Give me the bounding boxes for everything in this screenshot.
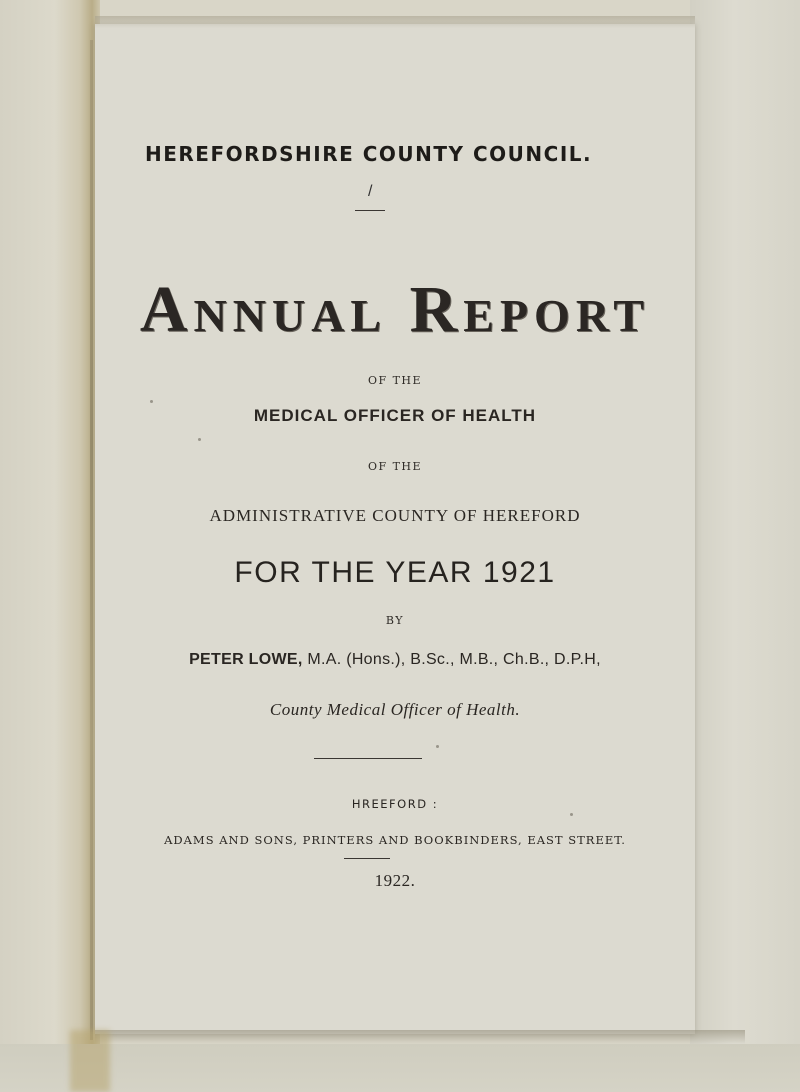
council-heading: HEREFORDSHIRE COUNTY COUNCIL.: [145, 142, 593, 166]
bottom-strip: [0, 1044, 800, 1092]
of-the-text-1: OF THE: [367, 374, 423, 387]
spine-stain: [70, 1030, 110, 1092]
imprint-year: 1922.: [374, 871, 416, 890]
author-line: [95, 651, 695, 669]
county-title: ADMINISTRATIVE COUNTY OF HEREFORD: [209, 506, 581, 525]
author-degrees: M.A. (Hons.), B.Sc., M.B., Ch.B., D.P.H,: [307, 651, 601, 668]
paper-speck: [436, 745, 439, 748]
author-role: County Medical Officer of Health.: [269, 700, 521, 719]
year-heading: FOR THE YEAR 1921: [234, 556, 556, 589]
top-shadow: [95, 16, 695, 28]
bottom-shadow: [95, 1030, 745, 1044]
spine-line: [90, 40, 93, 1040]
annual-report-title: Annual Report: [139, 273, 651, 346]
paper-speck: [198, 438, 201, 441]
rule-top: [355, 210, 385, 211]
author-name: PETER LOWE,: [189, 651, 303, 668]
rule-middle: [314, 758, 422, 759]
pen-mark: /: [368, 183, 373, 200]
imprint-printer: ADAMS AND SONS, PRINTERS AND BOOKBINDERS, EAST STREET.: [164, 833, 626, 847]
of-the-text-2: OF THE: [367, 460, 423, 473]
paper-speck: [150, 400, 153, 403]
by-text: BY: [385, 614, 405, 627]
rule-bottom: [344, 858, 390, 859]
office-title: MEDICAL OFFICER OF HEALTH: [253, 406, 537, 425]
imprint-place: HREEFORD :: [351, 797, 439, 811]
right-edge: [690, 0, 800, 1092]
background-spine: [0, 0, 100, 1092]
paper-speck: [570, 813, 573, 816]
